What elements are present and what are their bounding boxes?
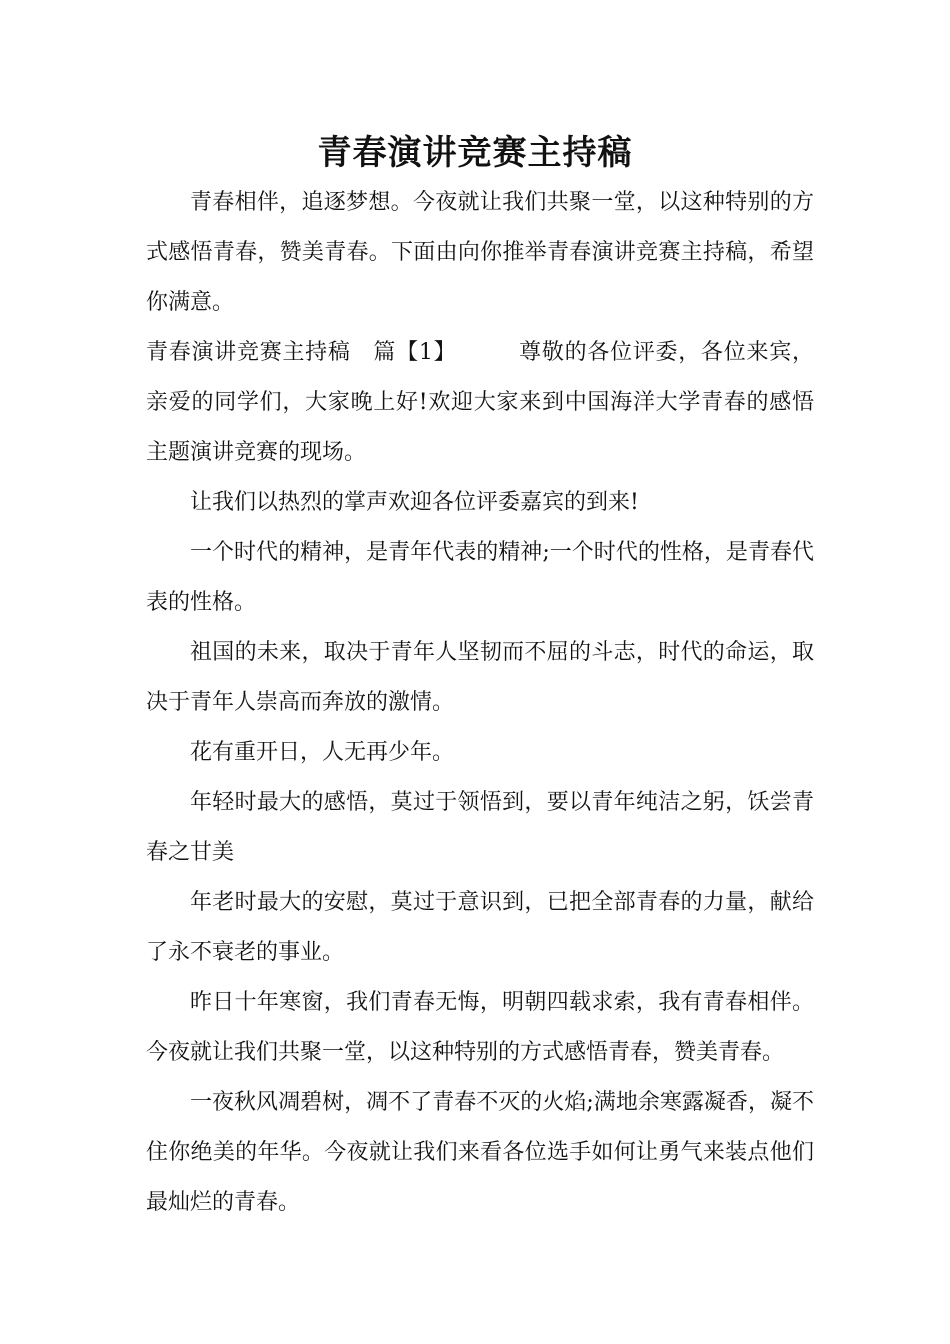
section-number: 篇【1】 (372, 340, 457, 365)
body-paragraph: 一个时代的精神，是青年代表的精神;一个时代的性格，是青春代表的性格。 (146, 540, 814, 615)
body-paragraph: 年轻时最大的感悟，莫过于领悟到，要以青年纯洁之躬，饫尝青春之甘美 (146, 790, 814, 865)
body-paragraph: 让我们以热烈的掌声欢迎各位评委嘉宾的到来! (190, 490, 639, 515)
section-title: 青春演讲竞赛主持稿 (146, 340, 351, 365)
document-title: 青春演讲竞赛主持稿 (317, 133, 633, 173)
body-paragraph: 祖国的未来，取决于青年人坚韧而不屈的斗志，时代的命运，取决于青年人崇高而奔放的激情。 (146, 640, 814, 715)
section-lead-text: 尊敬的各位评委，各位来宾，亲爱的同学们，大家晚上好!欢迎大家来到中国海洋大学青春的感悟主题演讲竞赛的现场。 (146, 340, 814, 465)
body-paragraph: 一夜秋风凋碧树，凋不了青春不灭的火焰;满地余寒露凝香，凝不住你绝美的年华。今夜就让我们来看各位选手如何让勇气来装点他们最灿烂的青春。 (146, 1090, 814, 1215)
document-body (146, 178, 814, 1228)
section-first-paragraph (146, 328, 814, 478)
body-paragraph: 年老时最大的安慰，莫过于意识到，已把全部青春的力量，献给了永不衰老的事业。 (146, 890, 814, 965)
body-paragraph: 花有重开日，人无再少年。 (190, 740, 455, 765)
body-paragraph: 昨日十年寒窗，我们青春无悔，明朝四载求索，我有青春相伴。今夜就让我们共聚一堂，以这种特别的方式感悟青春，赞美青春。 (146, 990, 814, 1065)
intro-paragraph: 青春相伴，追逐梦想。今夜就让我们共聚一堂，以这种特别的方式感悟青春，赞美青春。下面由向你推举青春演讲竞赛主持稿，希望你满意。 (146, 190, 814, 315)
